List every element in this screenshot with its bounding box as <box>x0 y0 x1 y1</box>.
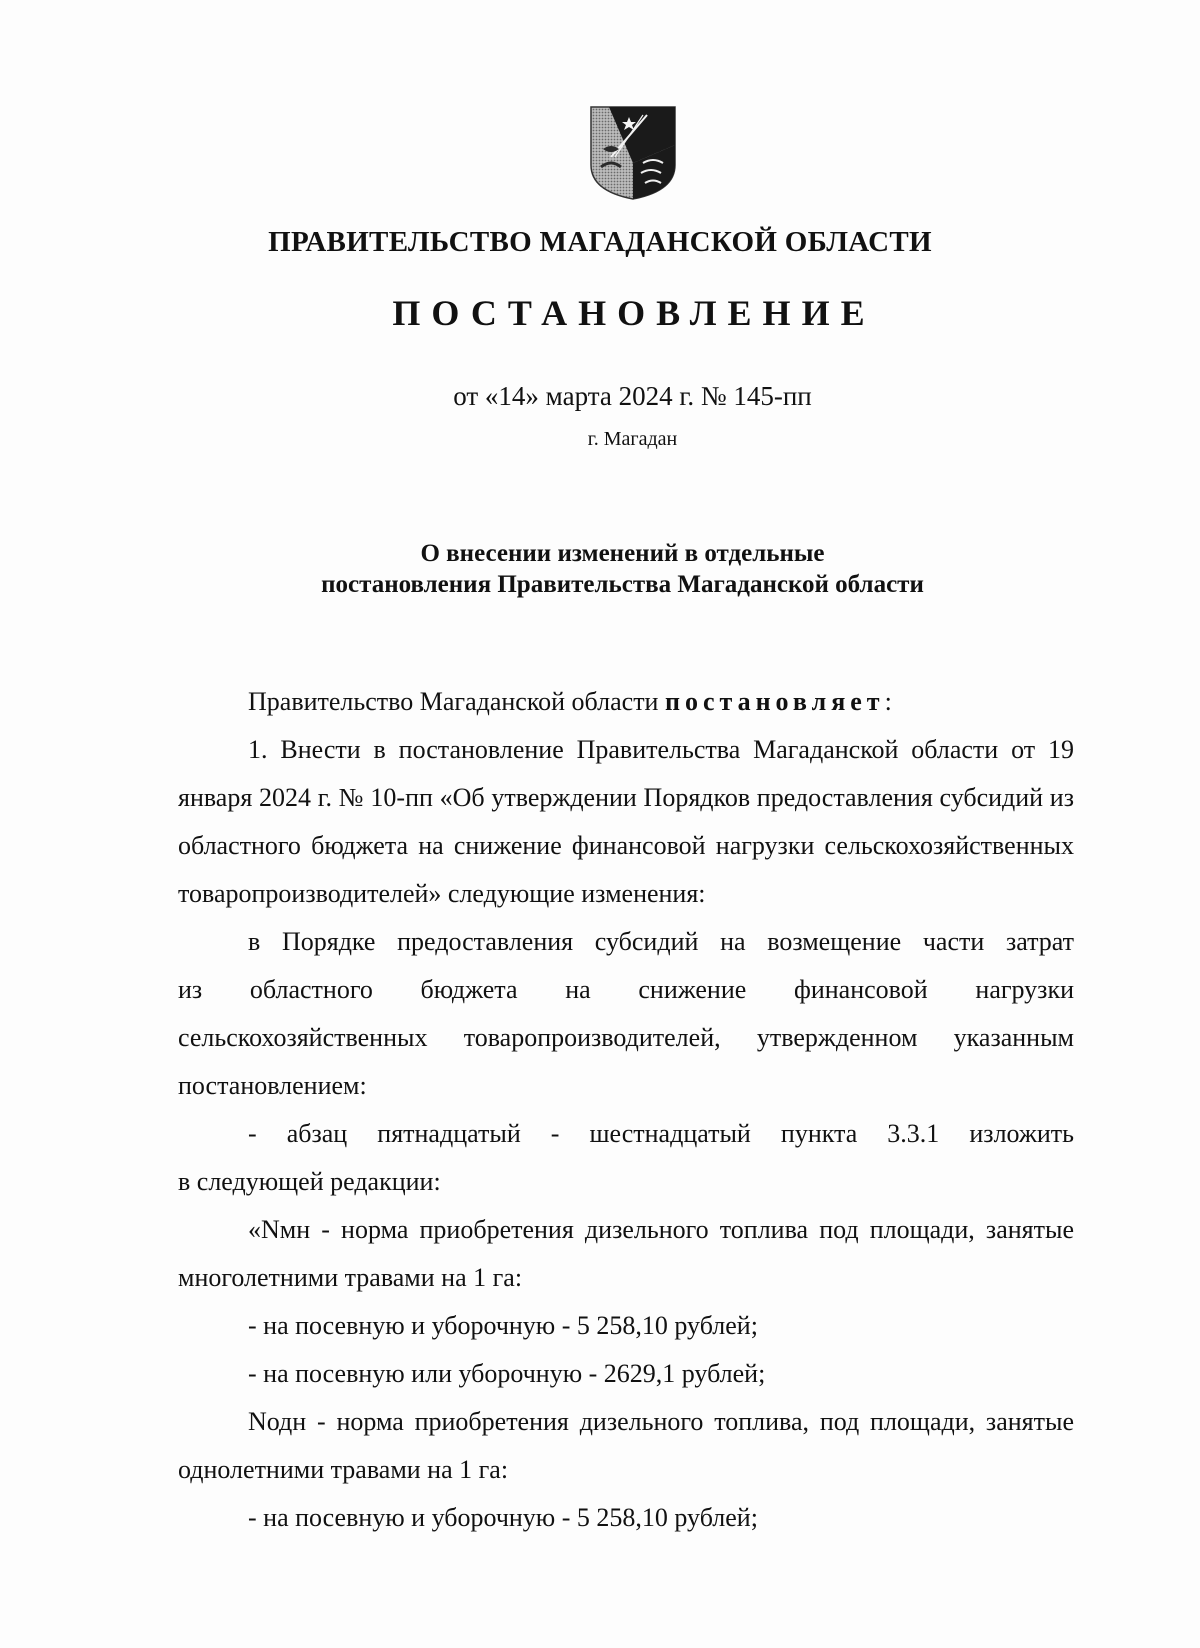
nodn-definition: Nодн - норма приобретения дизельного топлива, под площади, занятые однолетними травами на 1 га: <box>178 1407 1074 1484</box>
preamble-keyword: постановляет <box>664 687 885 716</box>
preamble-paragraph <box>178 678 1074 726</box>
document-body <box>178 678 1074 1542</box>
document-type: ПОСТАНОВЛЕНИЕ <box>392 293 876 333</box>
nmn-item-2: - на посевную или уборочную - 2629,1 рублей; <box>248 1359 766 1388</box>
item-1-paragraph: 1. Внести в постановление Правительства Магаданской области от 19 января 2024 г. № 10-пп «Об утверждении Порядков предоставления субсидий из областного бюджета на снижение финансовой нагрузки сельскохозяйственных товаропроизводителей» следующие изменения: <box>178 735 1074 908</box>
coat-of-arms-icon <box>589 105 677 201</box>
subject-line-1: О внесении изменений в отдельные <box>420 540 825 567</box>
document-city: г. Магадан <box>587 428 678 450</box>
amendment-line-1: - абзац пятнадцатый - шестнадцатый пункта 3.3.1 изложить <box>248 1119 1074 1148</box>
amendment-rest: в следующей редакции: <box>178 1167 441 1196</box>
procedure-line-2: из областного бюджета на снижение финансовой нагрузки <box>178 975 1074 1004</box>
subject-line-2: постановления Правительства Магаданской области <box>321 571 924 598</box>
preamble-end: : <box>884 687 892 716</box>
preamble-text: Правительство Магаданской области <box>248 687 665 716</box>
procedure-line-1: в Порядке предоставления субсидий на возмещение части затрат <box>248 927 1074 956</box>
organization-title: ПРАВИТЕЛЬСТВО МАГАДАНСКОЙ ОБЛАСТИ <box>268 226 932 258</box>
nmn-item-1: - на посевную и уборочную - 5 258,10 рублей; <box>248 1311 758 1340</box>
document-date-number: от «14» марта 2024 г. № 145-пп <box>453 381 812 411</box>
nodn-item-1: - на посевную и уборочную - 5 258,10 рублей; <box>248 1503 758 1532</box>
nmn-definition: «Nмн - норма приобретения дизельного топлива под площади, занятые многолетними травами на 1 га: <box>178 1215 1074 1292</box>
document-subject <box>0 538 1200 600</box>
procedure-rest: сельскохозяйственных товаропроизводителей, утвержденном указанным постановлением: <box>178 1023 1074 1100</box>
